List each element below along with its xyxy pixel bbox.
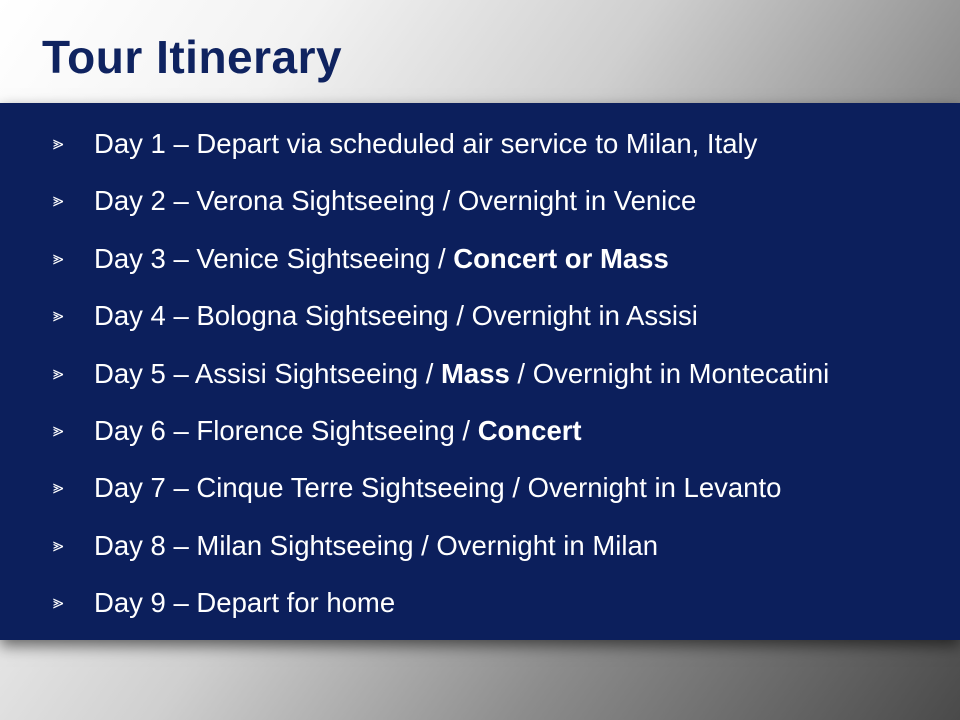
- bullet-arrow-icon: ⪢: [53, 305, 64, 327]
- itinerary-item-text: [94, 237, 669, 281]
- itinerary-item-text: [94, 524, 658, 568]
- itinerary-item-text: [94, 179, 696, 223]
- slide-title: Tour Itinerary: [42, 31, 343, 83]
- itinerary-text-segment: / Overnight in Montecatini: [509, 357, 830, 389]
- itinerary-item-text: [94, 466, 781, 510]
- bullet-arrow-icon: ⪢: [53, 534, 64, 556]
- itinerary-item-text: [94, 122, 757, 166]
- itinerary-item-day-1: [0, 122, 960, 179]
- bullet-arrow-icon: ⪢: [53, 477, 64, 499]
- itinerary-item-text: [94, 352, 829, 396]
- itinerary-item-day-6: [0, 409, 960, 466]
- itinerary-item-day-8: [0, 524, 960, 581]
- itinerary-text-segment: Day 9 – Depart for home: [94, 587, 396, 619]
- bullet-arrow-icon: ⪢: [53, 247, 64, 269]
- itinerary-text-segment: Day 4 – Bologna Sightseeing / Overnight in Assisi: [94, 300, 698, 332]
- itinerary-text-segment: Day 8 – Milan Sightseeing / Overnight in Milan: [94, 529, 659, 561]
- itinerary-list: [0, 122, 960, 639]
- itinerary-highlight: Mass: [441, 357, 510, 389]
- itinerary-text-segment: Day 1 – Depart via scheduled air service to Milan, Italy: [94, 128, 758, 159]
- itinerary-item-day-4: [0, 294, 960, 351]
- bullet-arrow-icon: ⪢: [53, 190, 64, 212]
- bullet-arrow-icon: ⪢: [53, 592, 64, 614]
- itinerary-text-segment: Day 7 – Cinque Terre Sightseeing / Overnight in Levanto: [94, 472, 782, 504]
- itinerary-item-day-5: [0, 352, 960, 409]
- itinerary-item-day-3: [0, 237, 960, 294]
- itinerary-item-day-2: [0, 179, 960, 236]
- itinerary-text-segment: Day 6 – Florence Sightseeing /: [94, 414, 478, 446]
- itinerary-text-segment: Day 2 – Verona Sightseeing / Overnight in Venice: [94, 185, 697, 217]
- itinerary-item-day-9: [0, 581, 960, 638]
- itinerary-item-day-7: [0, 466, 960, 523]
- itinerary-item-text: [94, 409, 582, 453]
- itinerary-panel: [0, 103, 960, 640]
- bullet-arrow-icon: ⪢: [53, 419, 64, 441]
- itinerary-item-text: [94, 294, 698, 338]
- bullet-arrow-icon: ⪢: [53, 362, 64, 384]
- itinerary-text-segment: Day 5 – Assisi Sightseeing /: [94, 357, 441, 389]
- bullet-arrow-icon: ⪢: [53, 133, 64, 154]
- itinerary-item-text: [94, 581, 395, 625]
- itinerary-highlight: Concert or Mass: [453, 242, 669, 274]
- itinerary-text-segment: Day 3 – Venice Sightseeing /: [94, 242, 454, 274]
- itinerary-highlight: Concert: [477, 414, 582, 446]
